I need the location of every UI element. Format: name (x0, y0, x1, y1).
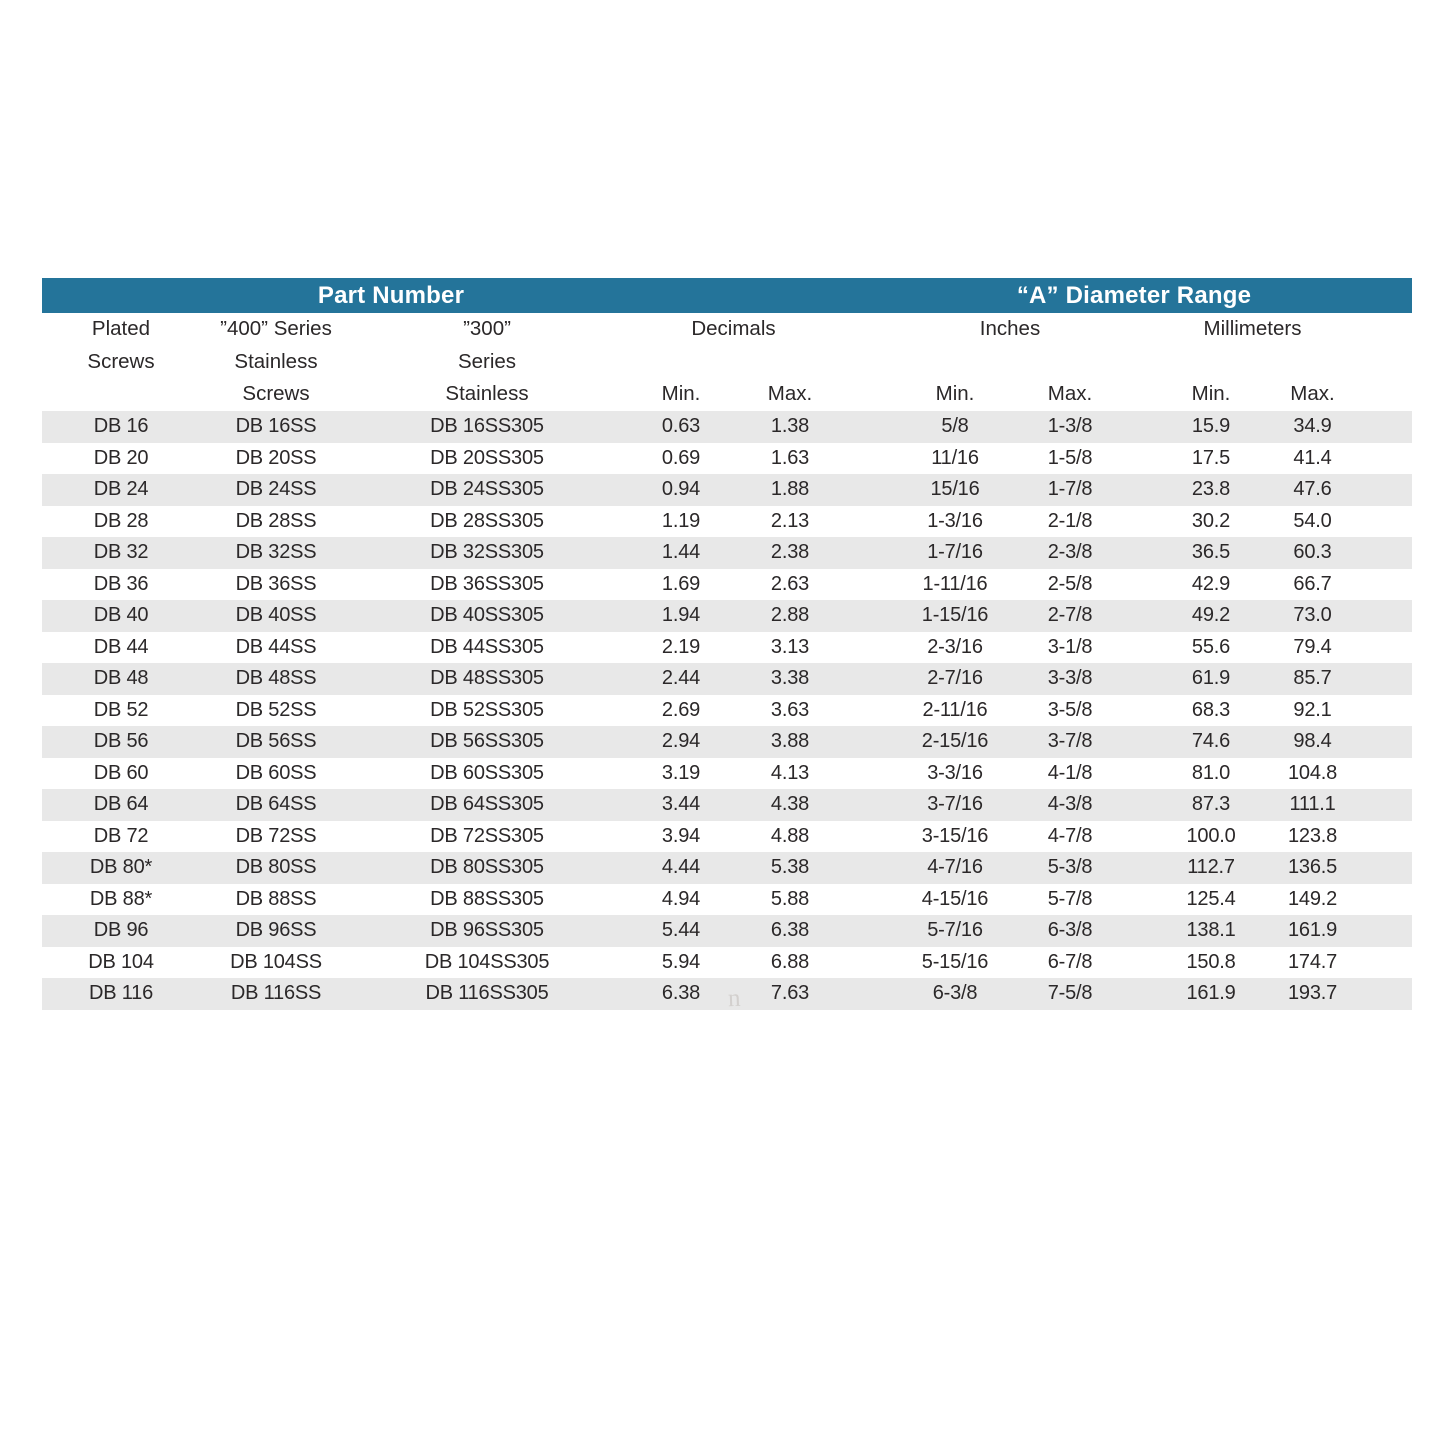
cell-millimeters-min: 74.6 (1191, 730, 1231, 752)
table-row (42, 852, 1412, 884)
table-row (42, 978, 1412, 1010)
cell-400-series-stainless: DB 88SS (235, 887, 317, 910)
cell-millimeters-max: 149.2 (1287, 887, 1338, 910)
column-header-millimeters: Millimeters (1203, 317, 1302, 340)
cell-decimals-min: 0.63 (661, 415, 701, 437)
cell-decimals-min: 0.94 (661, 478, 701, 500)
cell-inches-min: 1-15/16 (921, 604, 989, 626)
cell-millimeters-max: 174.7 (1287, 950, 1338, 973)
cell-inches-min: 11/16 (931, 446, 979, 469)
table-row (42, 506, 1412, 538)
cell-inches-min: 5-7/16 (927, 919, 983, 941)
cell-decimals-max: 3.38 (770, 667, 810, 689)
cell-decimals-max: 4.88 (770, 824, 810, 847)
cell-plated-screws: DB 56 (93, 730, 149, 752)
cell-millimeters-max: 85.7 (1293, 667, 1332, 689)
cell-inches-max: 5-7/8 (1047, 887, 1093, 910)
cell-millimeters-min: 30.2 (1191, 509, 1231, 532)
cell-inches-max: 5-3/8 (1047, 856, 1093, 878)
cell-plated-screws: DB 32 (93, 541, 149, 563)
cell-400-series-stainless: DB 80SS (235, 856, 317, 878)
cell-400-series-stainless: DB 20SS (235, 446, 317, 469)
cell-plated-screws: DB 60 (93, 761, 149, 784)
cell-300-series-stainless: DB 32SS305 (430, 541, 544, 563)
cell-decimals-min: 1.69 (661, 572, 701, 595)
part-number-group-header: Part Number (317, 282, 465, 309)
cell-millimeters-min: 112.7 (1187, 856, 1235, 878)
table-row (42, 947, 1412, 979)
cell-millimeters-min: 17.5 (1191, 446, 1231, 469)
column-header-inches-min: Min. (935, 382, 975, 406)
table-row (42, 632, 1412, 664)
cell-300-series-stainless: DB 116SS305 (425, 982, 549, 1004)
cell-inches-max: 3-7/8 (1047, 730, 1093, 752)
cell-decimals-min: 1.19 (661, 509, 701, 532)
cell-millimeters-max: 92.1 (1293, 698, 1332, 721)
cell-inches-min: 2-3/16 (927, 635, 983, 658)
table-row (42, 443, 1412, 475)
cell-plated-screws: DB 48 (93, 667, 149, 689)
cell-inches-max: 2-7/8 (1047, 604, 1093, 626)
cell-millimeters-max: 34.9 (1293, 415, 1332, 437)
cell-400-series-stainless: DB 104SS (230, 950, 322, 973)
cell-300-series-stainless: DB 56SS305 (430, 730, 544, 752)
cell-millimeters-max: 161.9 (1287, 919, 1338, 941)
cell-plated-screws: DB 64 (93, 793, 149, 815)
column-header-inches-max: Max. (1047, 382, 1093, 406)
cell-inches-max: 1-5/8 (1047, 446, 1093, 469)
cell-decimals-max: 3.13 (770, 635, 810, 658)
table-row (42, 663, 1412, 695)
cell-millimeters-max: 41.4 (1293, 446, 1332, 469)
cell-millimeters-max: 66.7 (1293, 572, 1332, 595)
cell-inches-max: 2-5/8 (1047, 572, 1093, 595)
cell-plated-screws: DB 44 (93, 635, 149, 658)
cell-decimals-min: 3.19 (661, 761, 701, 784)
cell-decimals-max: 2.88 (770, 604, 810, 626)
cell-inches-max: 3-5/8 (1047, 698, 1093, 721)
cell-300-series-stainless: DB 36SS305 (430, 572, 544, 595)
cell-400-series-stainless: DB 96SS (235, 919, 317, 941)
cell-millimeters-min: 68.3 (1191, 698, 1231, 721)
cell-decimals-max: 5.38 (770, 856, 810, 878)
cell-decimals-min: 3.94 (661, 824, 701, 847)
cell-plated-screws: DB 52 (93, 698, 149, 721)
cell-decimals-max: 2.63 (770, 572, 810, 595)
cell-inches-min: 1-3/16 (927, 509, 983, 532)
cell-plated-screws: DB 24 (93, 478, 149, 500)
cell-millimeters-min: 138.1 (1186, 919, 1236, 941)
cell-inches-min: 3-7/16 (927, 793, 983, 815)
column-header-300-series: ”300” Series Stainless (445, 317, 529, 406)
table-row (42, 600, 1412, 632)
cell-400-series-stainless: DB 64SS (235, 793, 317, 815)
cell-plated-screws: DB 96 (93, 919, 149, 941)
cell-300-series-stainless: DB 80SS305 (430, 856, 544, 878)
part-number-diameter-table (42, 278, 1412, 1010)
cell-plated-screws: DB 20 (93, 446, 149, 469)
cell-300-series-stainless: DB 96SS305 (430, 919, 544, 941)
cell-decimals-min: 0.69 (661, 446, 701, 469)
cell-decimals-max: 1.63 (770, 446, 810, 469)
cell-inches-max: 1-7/8 (1047, 478, 1093, 500)
cell-inches-min: 15/16 (930, 478, 980, 500)
cell-300-series-stainless: DB 28SS305 (430, 509, 544, 532)
cell-millimeters-min: 150.8 (1186, 950, 1236, 973)
cell-400-series-stainless: DB 24SS (235, 478, 317, 500)
column-header-plated-screws: Plated Screws (87, 317, 155, 373)
cell-300-series-stainless: DB 64SS305 (430, 793, 544, 815)
cell-inches-max: 3-3/8 (1047, 667, 1093, 689)
cell-300-series-stainless: DB 104SS305 (424, 950, 550, 973)
cell-millimeters-min: 36.5 (1191, 541, 1231, 563)
cell-decimals-min: 5.44 (661, 919, 701, 941)
cell-400-series-stainless: DB 56SS (235, 730, 317, 752)
table-row (42, 474, 1412, 506)
cell-decimals-min: 2.44 (661, 667, 701, 689)
cell-millimeters-min: 61.9 (1191, 667, 1231, 689)
cell-300-series-stainless: DB 16SS305 (430, 415, 544, 437)
cell-300-series-stainless: DB 52SS305 (430, 698, 544, 721)
cell-inches-min: 6-3/8 (932, 982, 978, 1004)
cell-millimeters-max: 123.8 (1287, 824, 1338, 847)
cell-400-series-stainless: DB 72SS (235, 824, 317, 847)
cell-inches-max: 2-3/8 (1047, 541, 1093, 563)
cell-decimals-max: 5.88 (770, 887, 810, 910)
cell-inches-max: 1-3/8 (1047, 415, 1093, 437)
cell-inches-max: 4-1/8 (1047, 761, 1093, 784)
cell-400-series-stainless: DB 60SS (235, 761, 317, 784)
cell-inches-max: 4-3/8 (1047, 793, 1093, 815)
cell-400-series-stainless: DB 16SS (235, 415, 317, 437)
cell-plated-screws: DB 16 (93, 415, 149, 437)
column-header-decimals-min: Min. (661, 382, 701, 406)
column-header-decimals: Decimals (691, 317, 776, 340)
table-row (42, 726, 1412, 758)
cell-millimeters-min: 125.4 (1186, 887, 1236, 910)
cell-300-series-stainless: DB 72SS305 (430, 824, 544, 847)
diameter-range-group-header: “A” Diameter Range (1016, 282, 1252, 309)
cell-400-series-stainless: DB 40SS (235, 604, 317, 626)
cell-plated-screws: DB 116 (88, 982, 154, 1004)
table-header-band (42, 278, 1412, 313)
table-row (42, 695, 1412, 727)
cell-decimals-max: 2.38 (770, 541, 810, 563)
column-header-millimeters-min: Min. (1191, 382, 1231, 406)
cell-inches-min: 2-7/16 (927, 667, 983, 689)
cell-millimeters-min: 42.9 (1191, 572, 1231, 595)
cell-inches-max: 6-7/8 (1047, 950, 1093, 973)
cell-decimals-min: 1.94 (661, 604, 701, 626)
cell-millimeters-max: 54.0 (1293, 509, 1332, 532)
cell-300-series-stainless: DB 60SS305 (430, 761, 544, 784)
cell-inches-min: 4-7/16 (927, 856, 983, 878)
cell-millimeters-max: 60.3 (1293, 541, 1332, 563)
cell-millimeters-min: 161.9 (1186, 982, 1236, 1004)
cell-millimeters-max: 47.6 (1293, 478, 1332, 500)
cell-inches-max: 6-3/8 (1047, 919, 1093, 941)
table-row (42, 884, 1412, 916)
cell-inches-min: 3-15/16 (921, 824, 989, 847)
cell-plated-screws: DB 88* (89, 887, 153, 910)
cell-inches-min: 4-15/16 (921, 887, 989, 910)
cell-decimals-min: 2.19 (661, 635, 701, 658)
cell-decimals-max: 1.88 (770, 478, 810, 500)
watermark-artifact: n (727, 984, 741, 1013)
cell-inches-max: 4-7/8 (1047, 824, 1093, 847)
table-row (42, 758, 1412, 790)
cell-millimeters-min: 15.9 (1191, 415, 1231, 437)
cell-millimeters-max: 193.7 (1287, 982, 1338, 1004)
column-header-inches: Inches (979, 317, 1041, 340)
cell-millimeters-min: 100.0 (1186, 824, 1236, 847)
table-subheader (42, 313, 1412, 411)
cell-decimals-min: 2.94 (661, 730, 701, 752)
column-header-millimeters-max: Max. (1290, 382, 1335, 406)
cell-inches-max: 2-1/8 (1047, 509, 1093, 532)
cell-300-series-stainless: DB 40SS305 (430, 604, 544, 626)
cell-decimals-max: 1.38 (770, 415, 810, 437)
cell-plated-screws: DB 40 (93, 604, 149, 626)
cell-millimeters-max: 104.8 (1287, 761, 1338, 784)
cell-plated-screws: DB 104 (88, 950, 154, 973)
cell-inches-min: 2-11/16 (922, 698, 988, 721)
cell-inches-min: 5-15/16 (921, 950, 989, 973)
cell-400-series-stainless: DB 48SS (235, 667, 317, 689)
cell-decimals-max: 4.38 (770, 793, 810, 815)
cell-millimeters-min: 49.2 (1191, 604, 1231, 626)
cell-millimeters-max: 79.4 (1293, 635, 1332, 658)
cell-inches-max: 3-1/8 (1047, 635, 1093, 658)
cell-millimeters-min: 55.6 (1191, 635, 1231, 658)
cell-millimeters-min: 81.0 (1191, 761, 1231, 784)
cell-400-series-stainless: DB 36SS (235, 572, 317, 595)
cell-300-series-stainless: DB 24SS305 (430, 478, 544, 500)
cell-millimeters-max: 98.4 (1293, 730, 1332, 752)
cell-400-series-stainless: DB 28SS (235, 509, 317, 532)
cell-inches-min: 3-3/16 (927, 761, 983, 784)
cell-inches-max: 7-5/8 (1047, 982, 1093, 1004)
table-row (42, 915, 1412, 947)
cell-400-series-stainless: DB 32SS (235, 541, 317, 563)
cell-millimeters-max: 136.5 (1287, 856, 1338, 878)
column-header-400-series: ”400” Series Stainless Screws (220, 317, 332, 406)
cell-decimals-min: 6.38 (661, 982, 701, 1004)
cell-plated-screws: DB 36 (93, 572, 149, 595)
cell-decimals-min: 5.94 (661, 950, 701, 973)
cell-decimals-max: 7.63 (770, 982, 810, 1004)
cell-inches-min: 1-7/16 (927, 541, 983, 563)
cell-300-series-stainless: DB 44SS305 (430, 635, 544, 658)
cell-millimeters-min: 23.8 (1191, 478, 1231, 500)
cell-300-series-stainless: DB 20SS305 (430, 446, 544, 469)
cell-decimals-max: 3.63 (770, 698, 810, 721)
cell-decimals-max: 6.38 (770, 919, 810, 941)
cell-inches-min: 2-15/16 (921, 730, 989, 752)
cell-plated-screws: DB 80* (89, 856, 153, 878)
column-header-decimals-max: Max. (767, 382, 813, 406)
cell-decimals-max: 3.88 (770, 730, 810, 752)
cell-plated-screws: DB 72 (93, 824, 149, 847)
table-row (42, 821, 1412, 853)
cell-plated-screws: DB 28 (93, 509, 149, 532)
cell-300-series-stainless: DB 48SS305 (430, 667, 544, 689)
cell-400-series-stainless: DB 52SS (235, 698, 317, 721)
cell-400-series-stainless: DB 44SS (235, 635, 317, 658)
cell-inches-min: 1-11/16 (922, 572, 988, 595)
cell-decimals-max: 2.13 (770, 509, 810, 532)
cell-millimeters-min: 87.3 (1191, 793, 1231, 815)
cell-decimals-min: 2.69 (661, 698, 701, 721)
cell-decimals-min: 4.44 (661, 856, 701, 878)
cell-decimals-max: 6.88 (770, 950, 810, 973)
table-body (42, 411, 1412, 1010)
cell-decimals-min: 3.44 (661, 793, 701, 815)
cell-decimals-min: 1.44 (661, 541, 701, 563)
cell-inches-min: 5/8 (941, 415, 969, 437)
cell-400-series-stainless: DB 116SS (230, 982, 322, 1004)
cell-decimals-max: 4.13 (770, 761, 810, 784)
cell-decimals-min: 4.94 (661, 887, 701, 910)
cell-millimeters-max: 73.0 (1293, 604, 1332, 626)
table-row (42, 789, 1412, 821)
table-row (42, 537, 1412, 569)
table-row (42, 569, 1412, 601)
cell-millimeters-max: 111.1 (1289, 793, 1336, 815)
table-row (42, 411, 1412, 443)
cell-300-series-stainless: DB 88SS305 (430, 887, 544, 910)
